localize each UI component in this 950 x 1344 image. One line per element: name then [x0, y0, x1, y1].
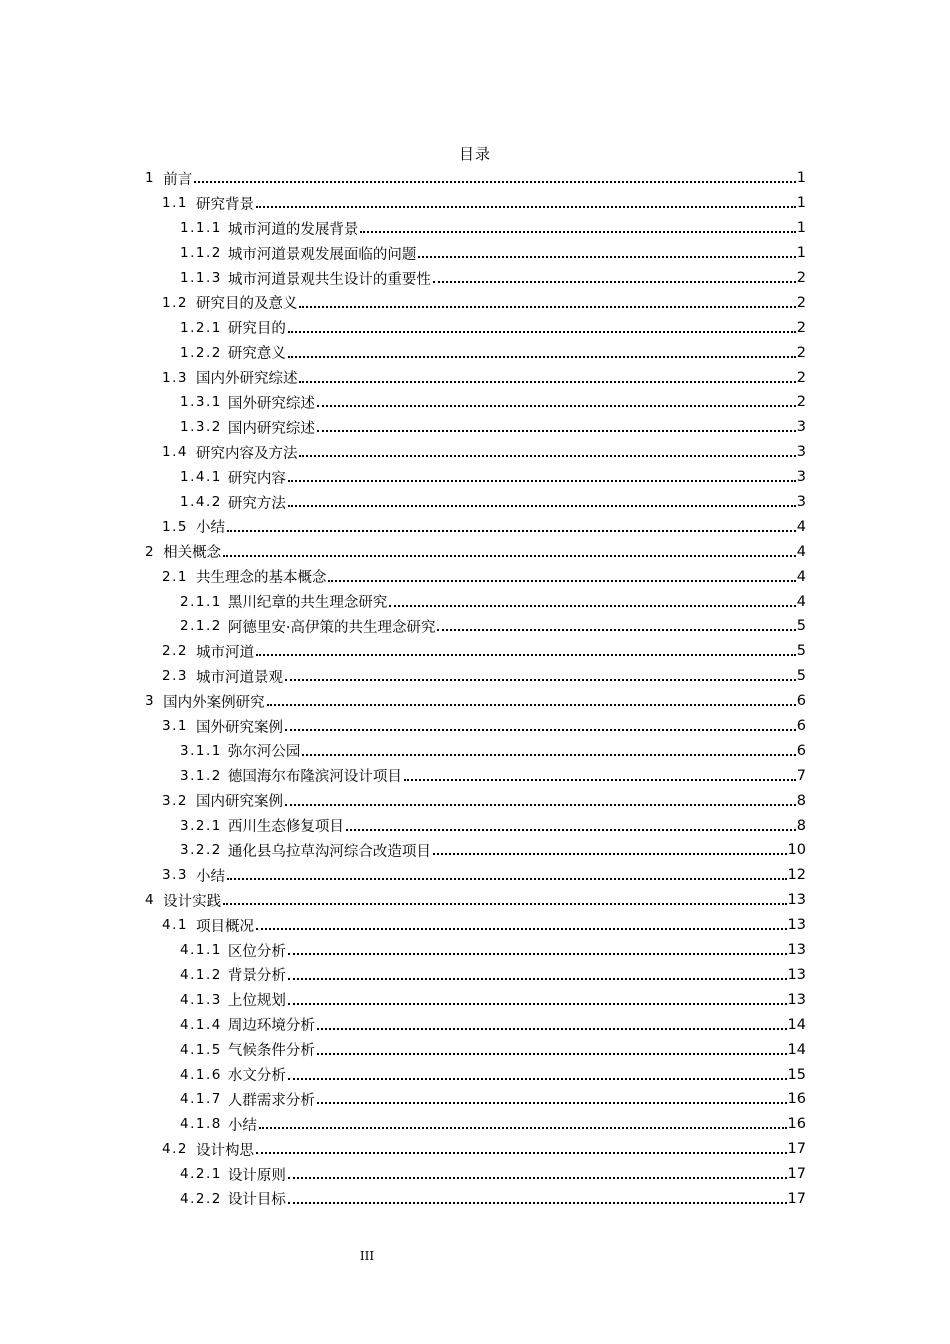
toc-entry-number: 4.1.2: [180, 966, 222, 983]
toc-entry-title: 城市河道景观共生设计的重要性: [227, 271, 431, 288]
toc-entry-title: 上位规划: [227, 993, 286, 1010]
toc-entry-title: 国内研究综述: [227, 420, 315, 437]
toc-entry-number: 4.1.4: [180, 1016, 222, 1033]
toc-entry-page: 1: [796, 245, 806, 262]
toc-entry-level-2[interactable]: [0, 365, 950, 390]
toc-entry-number: 2.2: [162, 643, 188, 660]
toc-entry-title: 背景分析: [227, 968, 286, 985]
toc-dot-leader: [227, 530, 796, 532]
toc-entry-level-2[interactable]: [0, 440, 950, 465]
toc-entry-number: 2.1: [162, 568, 188, 585]
toc-entry-page: 4: [796, 543, 806, 560]
toc-entry-number: 1.2.2: [180, 344, 222, 361]
toc-entry-number: 3.1.2: [180, 767, 222, 784]
toc-entry-level-3[interactable]: [0, 1012, 950, 1037]
toc-dot-leader: [299, 381, 795, 383]
toc-dot-leader: [223, 555, 796, 557]
toc-entry-level-2[interactable]: [0, 564, 950, 589]
toc-dot-leader: [317, 430, 796, 432]
toc-entry-page: 2: [796, 270, 806, 286]
toc-dot-leader: [418, 256, 795, 258]
toc-entry-number: 4.1.5: [180, 1041, 222, 1058]
toc-entry-page: 14: [787, 1016, 806, 1033]
toc-entry-number: 4: [145, 892, 156, 909]
toc-entry-page: 13: [787, 966, 806, 983]
toc-entry-number: 3.2: [162, 792, 188, 809]
toc-entry-title: 气候条件分析: [227, 1043, 315, 1060]
toc-entry-title: 国内外案例研究: [163, 694, 265, 711]
toc-entry-title: 区位分析: [227, 943, 286, 960]
toc-dot-leader: [288, 1003, 787, 1005]
toc-entry-title: 项目概况: [195, 918, 254, 935]
toc-dot-leader: [299, 306, 795, 308]
toc-entry-page: 14: [787, 1041, 806, 1058]
toc-entry-title: 通化县乌拉草沟河综合改造项目: [227, 843, 431, 860]
toc-entry-page: 16: [787, 1116, 806, 1133]
toc-dot-leader: [288, 505, 796, 507]
toc-dot-leader: [433, 853, 787, 855]
toc-entry-page: 5: [796, 643, 806, 660]
toc-entry-title: 小结: [195, 520, 225, 537]
toc-entry-level-3[interactable]: [0, 1037, 950, 1062]
toc-entry-page: 2: [796, 294, 806, 311]
toc-entry-page: 3: [796, 444, 806, 461]
toc-entry-number: 1.1.3: [180, 270, 222, 286]
toc-entry-title: 研究目的: [227, 321, 286, 338]
toc-entry-level-3[interactable]: [0, 1062, 950, 1087]
toc-dot-leader: [288, 480, 796, 482]
toc-entry-level-2[interactable]: [0, 664, 950, 689]
toc-dot-leader: [267, 704, 796, 706]
toc-entry-title: 相关概念: [163, 545, 222, 562]
toc-entry-level-3[interactable]: [0, 589, 950, 614]
toc-entry-level-2[interactable]: [0, 913, 950, 938]
toc-entry-level-3[interactable]: [0, 216, 950, 241]
toc-entry-title: 设计构思: [195, 1142, 254, 1159]
toc-entry-page: 1: [796, 220, 806, 237]
toc-entry-page: 6: [796, 742, 806, 759]
toc-entry-title: 国内研究案例: [195, 794, 283, 811]
toc-entry-number: 1.4.2: [180, 494, 222, 511]
toc-entry-page: 8: [796, 817, 806, 834]
toc-entry-level-3[interactable]: [0, 938, 950, 963]
toc-list: [0, 166, 950, 1211]
toc-entry-title: 人群需求分析: [227, 1092, 315, 1109]
toc-dot-leader: [389, 605, 795, 607]
toc-dot-leader: [256, 928, 787, 930]
toc-entry-number: 2.3: [162, 668, 188, 685]
toc-entry-number: 2.1.1: [180, 593, 222, 610]
toc-entry-page: 1: [796, 195, 806, 212]
toc-entry-page: 10: [787, 842, 806, 859]
toc-dot-leader: [194, 181, 796, 183]
toc-entry-level-3[interactable]: [0, 614, 950, 639]
toc-entry-page: 13: [787, 892, 806, 909]
toc-entry-number: 4.1.6: [180, 1066, 222, 1083]
toc-entry-title: 国外研究综述: [227, 395, 315, 412]
toc-entry-number: 3.1: [162, 718, 188, 735]
toc-entry-number: 1.1.2: [180, 245, 222, 262]
toc-entry-number: 4.1.8: [180, 1116, 222, 1133]
toc-entry-page: 15: [787, 1066, 806, 1083]
toc-entry-page: 17: [787, 1141, 806, 1158]
toc-entry-title: 前言: [163, 171, 193, 188]
toc-entry-page: 2: [796, 394, 806, 411]
toc-entry-number: 1.2.1: [180, 319, 222, 336]
toc-entry-title: 国内外研究综述: [195, 371, 298, 388]
toc-dot-leader: [317, 405, 796, 407]
toc-entry-number: 1: [145, 170, 156, 187]
toc-entry-number: 1.2: [162, 294, 188, 311]
toc-entry-number: 4.1.1: [180, 942, 222, 959]
toc-entry-page: 6: [796, 693, 806, 710]
toc-entry-level-3[interactable]: [0, 340, 950, 365]
toc-dot-leader: [223, 903, 786, 905]
toc-entry-level-3[interactable]: [0, 390, 950, 415]
toc-entry-title: 设计原则: [227, 1167, 286, 1184]
toc-entry-page: 4: [796, 518, 806, 535]
toc-dot-leader: [288, 978, 787, 980]
toc-entry-level-1[interactable]: [0, 689, 950, 714]
toc-entry-level-3[interactable]: [0, 1187, 950, 1212]
toc-entry-level-2[interactable]: [0, 863, 950, 888]
toc-entry-level-3[interactable]: [0, 813, 950, 838]
toc-entry-page: 12: [787, 867, 806, 884]
toc-entry-level-2[interactable]: [0, 1137, 950, 1162]
toc-entry-level-1[interactable]: [0, 888, 950, 913]
toc-entry-page: 3: [796, 469, 806, 486]
toc-dot-leader: [288, 1202, 787, 1204]
toc-entry-number: 4.1.3: [180, 991, 222, 1008]
toc-entry-number: 3.1.1: [180, 742, 222, 759]
toc-dot-leader: [328, 580, 795, 582]
toc-dot-leader: [288, 1177, 787, 1179]
toc-entry-title: 研究内容: [227, 470, 286, 487]
toc-entry-number: 1.4: [162, 444, 188, 461]
toc-entry-level-3[interactable]: [0, 465, 950, 490]
toc-dot-leader: [285, 804, 796, 806]
toc-entry-page: 6: [796, 718, 806, 735]
toc-entry-level-2[interactable]: [0, 639, 950, 664]
toc-entry-title: 研究意义: [227, 346, 286, 363]
toc-entry-level-2[interactable]: [0, 191, 950, 216]
toc-entry-page: 4: [796, 568, 806, 585]
toc-entry-page: 5: [796, 668, 806, 685]
toc-dot-leader: [288, 331, 796, 333]
toc-dot-leader: [317, 1053, 787, 1055]
toc-entry-title: 德国海尔布隆滨河设计项目: [227, 769, 402, 786]
toc-dot-leader: [256, 1152, 787, 1154]
toc-entry-number: 1.3.1: [180, 394, 222, 411]
toc-entry-page: 13: [787, 991, 806, 1008]
toc-entry-title: 弥尔河公园: [227, 744, 301, 761]
toc-dot-leader: [288, 1078, 787, 1080]
toc-entry-level-3[interactable]: [0, 241, 950, 266]
toc-entry-level-2[interactable]: [0, 714, 950, 739]
toc-entry-number: 4.1: [162, 917, 188, 934]
toc-title: 目录: [458, 145, 491, 163]
toc-entry-page: 2: [796, 369, 806, 386]
toc-entry-page: 17: [787, 1190, 806, 1207]
toc-entry-number: 3.3: [162, 867, 188, 884]
toc-entry-level-1[interactable]: [0, 539, 950, 564]
toc-entry-level-3[interactable]: [0, 987, 950, 1012]
toc-entry-title: 城市河道的发展背景: [227, 221, 359, 238]
toc-entry-page: 2: [796, 344, 806, 361]
toc-dot-leader: [433, 281, 796, 283]
toc-entry-title: 城市河道: [195, 644, 254, 661]
toc-dot-leader: [317, 1028, 787, 1030]
toc-entry-level-3[interactable]: [0, 1112, 950, 1137]
toc-entry-page: 4: [796, 593, 806, 610]
toc-entry-title: 研究背景: [195, 196, 254, 213]
toc-entry-number: 4.1.7: [180, 1091, 222, 1108]
toc-dot-leader: [360, 231, 795, 233]
toc-entry-level-2[interactable]: [0, 290, 950, 315]
page-footer-number: III: [359, 1249, 375, 1263]
toc-entry-title: 城市河道景观: [195, 669, 283, 686]
toc-dot-leader: [227, 878, 787, 880]
toc-entry-title: 设计目标: [227, 1192, 286, 1209]
toc-entry-page: 1: [796, 170, 806, 187]
toc-entry-number: 1.1: [162, 195, 188, 212]
toc-entry-level-2[interactable]: [0, 788, 950, 813]
toc-entry-page: 17: [787, 1166, 806, 1183]
toc-dot-leader: [437, 629, 795, 631]
toc-entry-title: 研究方法: [227, 495, 286, 512]
toc-entry-level-3[interactable]: [0, 415, 950, 440]
toc-entry-number: 1.4.1: [180, 469, 222, 486]
toc-entry-page: 8: [796, 792, 806, 809]
toc-entry-title: 西川生态修复项目: [227, 819, 344, 836]
toc-entry-level-3[interactable]: [0, 963, 950, 988]
toc-dot-leader: [285, 729, 796, 731]
toc-entry-number: 3: [145, 693, 156, 710]
toc-entry-title: 黑川纪章的共生理念研究: [227, 595, 388, 612]
toc-entry-page: 13: [787, 942, 806, 959]
toc-entry-title: 阿德里安·高伊策的共生理念研究: [227, 619, 436, 636]
toc-entry-title: 设计实践: [163, 893, 222, 910]
toc-entry-title: 水文分析: [227, 1068, 286, 1084]
toc-entry-level-3[interactable]: [0, 763, 950, 788]
toc-entry-number: 2.1.2: [180, 618, 222, 635]
toc-entry-number: 1.3: [162, 369, 188, 386]
toc-entry-level-3[interactable]: [0, 1087, 950, 1112]
toc-dot-leader: [346, 829, 796, 831]
toc-entry-level-3[interactable]: [0, 266, 950, 291]
toc-entry-number: 4.2.2: [180, 1190, 222, 1207]
toc-entry-number: 3.2.1: [180, 817, 222, 834]
toc-entry-number: 1.5: [162, 518, 188, 535]
toc-entry-page: 5: [796, 618, 806, 635]
toc-entry-number: 3.2.2: [180, 842, 222, 859]
toc-dot-leader: [256, 206, 796, 208]
toc-entry-number: 4.2.1: [180, 1166, 222, 1183]
toc-entry-title: 周边环境分析: [227, 1018, 315, 1035]
toc-entry-level-3[interactable]: [0, 838, 950, 863]
toc-dot-leader: [256, 654, 796, 656]
toc-entry-level-1[interactable]: [0, 166, 950, 191]
toc-entry-title: 研究目的及意义: [195, 296, 298, 313]
toc-entry-level-3[interactable]: [0, 315, 950, 340]
toc-entry-level-3[interactable]: [0, 490, 950, 515]
toc-entry-title: 小结: [195, 868, 225, 885]
toc-entry-number: 2: [145, 543, 156, 560]
toc-entry-title: 国外研究案例: [195, 719, 283, 736]
toc-entry-level-3[interactable]: [0, 738, 950, 763]
toc-entry-number: 4.2: [162, 1141, 188, 1158]
toc-entry-number: 1.3.2: [180, 419, 222, 436]
toc-entry-level-3[interactable]: [0, 1162, 950, 1187]
toc-entry-page: 7: [796, 767, 806, 784]
toc-entry-title: 城市河道景观发展面临的问题: [227, 246, 417, 263]
toc-entry-page: 2: [796, 319, 806, 336]
toc-dot-leader: [299, 455, 795, 457]
toc-entry-number: 1.1.1: [180, 220, 222, 237]
toc-entry-title: 共生理念的基本概念: [195, 570, 327, 587]
toc-entry-level-2[interactable]: [0, 514, 950, 539]
toc-entry-page: 3: [796, 419, 806, 436]
toc-dot-leader: [404, 779, 796, 781]
toc-entry-title: 小结: [227, 1117, 257, 1134]
toc-dot-leader: [317, 1102, 787, 1104]
toc-entry-page: 16: [787, 1091, 806, 1108]
toc-dot-leader: [302, 754, 795, 756]
toc-dot-leader: [259, 1127, 787, 1129]
toc-entry-page: 13: [787, 917, 806, 934]
toc-entry-title: 研究内容及方法: [195, 445, 298, 462]
toc-dot-leader: [288, 356, 796, 358]
toc-entry-page: 3: [796, 494, 806, 511]
toc-dot-leader: [285, 679, 796, 681]
toc-dot-leader: [288, 953, 787, 955]
